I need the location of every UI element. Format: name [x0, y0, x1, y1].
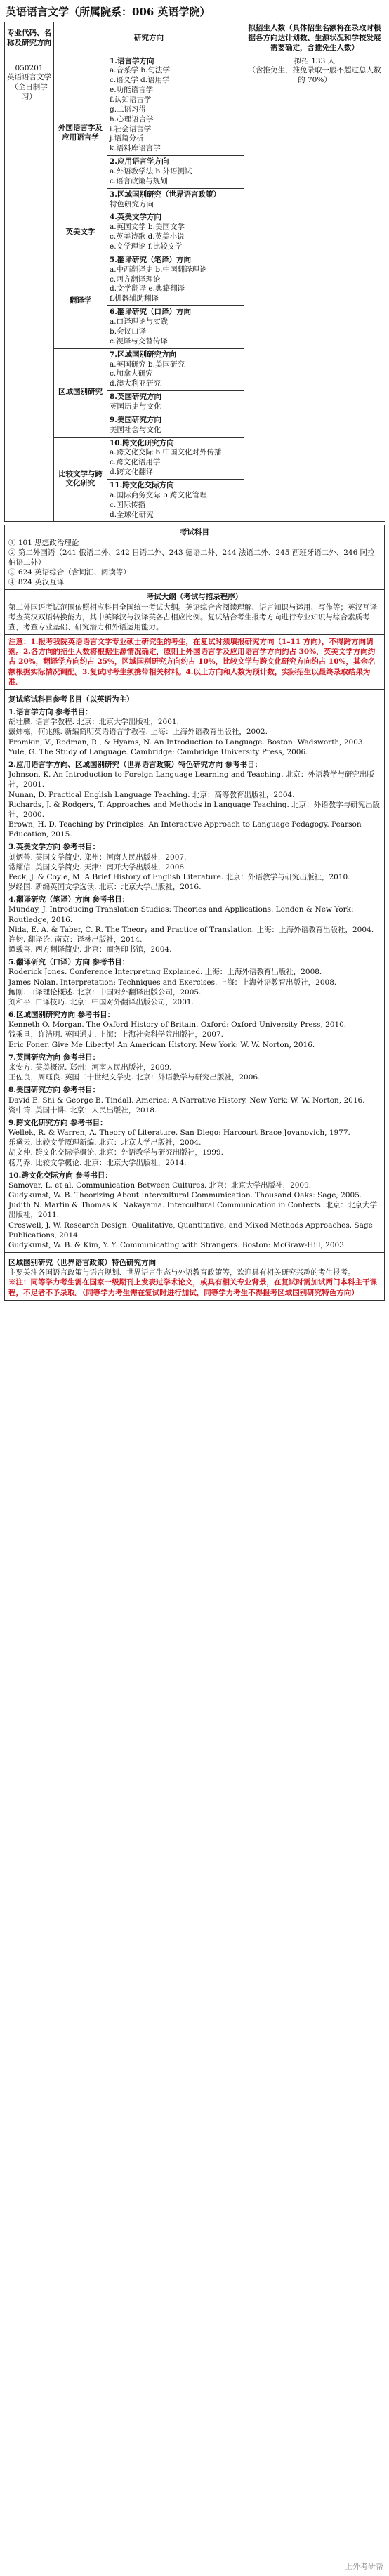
exam-title: 考试科目	[180, 528, 209, 537]
outline-box	[4, 590, 385, 635]
direction-line: 特色研究方向	[110, 199, 154, 209]
book-section-heading: 4.翻译研究（笔译）方向 参考书目：	[8, 895, 130, 905]
direction-cell	[107, 156, 244, 189]
direction-title: 2.应用语言学方向	[110, 157, 169, 166]
book-reference: Gudykunst, W. B. & Kim, Y. Y. Communicating with Strangers. Boston: McGraw-Hill, 2003.	[8, 1240, 347, 1249]
document-title: 英语语言文学（所属院系：006 英语学院）	[6, 6, 211, 18]
direction-title: 8.英国研究方向	[110, 393, 161, 402]
book-reference: Munday, J. Introducing Translation Studies: Theories and Applications. London & New York: Routledge, 2016.	[8, 905, 354, 924]
direction-line: c.跨文化语用学	[110, 458, 161, 467]
book-section-heading: 8.美国研究方向 参考书目：	[8, 1086, 100, 1095]
direction-title: 3.区域国别研究（世界语言政策）	[110, 190, 220, 199]
focus-cell: 翻译学	[54, 254, 107, 348]
book-section-heading: 5.翻译研究（口译）方向 参考书目：	[8, 958, 130, 967]
direction-line: c.国际传播	[110, 500, 146, 509]
book-reference: Gudykunst, W. B. Theorizing About Intercultural Communication. Thousand Oaks: Sage, 2005.	[8, 1191, 362, 1200]
direction-line: c.加拿大研究	[110, 369, 153, 379]
book-reference: 杨乃乔. 比较文学概论. 北京：北京大学出版社，2014.	[8, 1158, 187, 1167]
header-direction: 研究方向	[54, 22, 244, 55]
direction-cell	[107, 188, 244, 211]
header-major: 专业代码、名称及研究方向	[5, 22, 54, 55]
book-reference: 刘和平. 口译技巧. 北京：中国对外翻译出版公司，2001.	[8, 997, 194, 1006]
book-section-heading: 1.语言学方向 参考书目：	[8, 708, 93, 717]
exam-item: ① 101 思想政治理论	[8, 538, 79, 547]
focus-cell: 比较文学与跨文化研究	[54, 437, 107, 522]
direction-line: a.口译理论与实践	[110, 317, 169, 327]
book-section-heading: 3.英美文学方向 参考书目：	[8, 843, 100, 852]
quota-cell	[244, 55, 385, 522]
direction-line: a.英国文学 b.美国文学	[110, 223, 185, 232]
direction-line: g.二语习得	[110, 105, 147, 114]
direction-line: a.英国研究 b.美国研究	[110, 360, 185, 369]
book-reference: 钱乘旦，许洁明. 英国通史. 上海：上海社会科学院出版社，2007.	[8, 1030, 223, 1039]
book-reference: Samovar, L. et al. Communication Between Cultures. 北京：北京大学出版社，2009.	[8, 1181, 312, 1190]
book-reference: Roderick Jones. Conference Interpreting Explained. 上海：上海外语教育出版社，2008.	[8, 968, 322, 977]
books-title: 复试笔试科目参考书目（以英语为主）	[8, 695, 134, 704]
major-line: 英语语言文学	[7, 73, 51, 82]
quota-line: 拟招 133 人	[294, 56, 336, 65]
book-reference: 王佐良，周珏良. 英国二十世纪文学史. 北京：外语教学与研究出版社，2006.	[8, 1073, 261, 1082]
direction-line: a.音系学 b.句法学	[110, 66, 170, 75]
book-reference: Richards, J. & Rodgers, T. Approaches and Methods in Language Teaching. 北京：外语教学与研究出版社，2000.	[8, 800, 381, 819]
book-reference: 许钧. 翻译论. 南京：译林出版社，2014.	[8, 935, 143, 944]
book-reference: Kenneth O. Morgan. The Oxford History of Britain. Oxford: Oxford University Press, 2010.	[8, 1020, 347, 1030]
book-reference: Creswell, J. W. Research Design: Qualitative, Quantitative, and Mixed Methods Approaches. Sage Publications, 2014.	[8, 1221, 373, 1240]
major-line: 050201	[15, 63, 44, 72]
exam-box	[4, 525, 385, 590]
focus-cell: 外国语言学及应用语言学	[54, 55, 107, 211]
direction-title: 1.语言学方向	[110, 56, 154, 65]
quota-line: （含推免生，推免录取一般不超过总人数的 70%）	[248, 66, 381, 85]
direction-line: c.视译与交替传译	[110, 336, 168, 346]
direction-line: c.语言政策与规划	[110, 176, 168, 185]
direction-cell	[107, 348, 244, 390]
book-reference: Peck, J. & Coyle, M. A Brief History of English Literature. 北京：外语教学与研究出版社，2010.	[8, 872, 350, 881]
direction-line: c.西方翻译理论	[110, 275, 161, 284]
direction-cell	[107, 479, 244, 521]
direction-line: d.全球化研究	[110, 510, 154, 519]
direction-cell	[107, 414, 244, 437]
direction-line: i.社会语言学	[110, 124, 152, 133]
exam-item: ③ 624 英语综合（含词汇、阅读等）	[8, 568, 131, 577]
direction-line: f.机器辅助翻译	[110, 294, 159, 303]
direction-line: 英国历史与文化	[110, 402, 161, 411]
direction-line: c.语义学 d.语用学	[110, 76, 170, 85]
book-section-heading: 10.跨文化交际方向 参考书目：	[8, 1171, 112, 1180]
special-box	[4, 1253, 385, 1301]
special-title: 区域国别研究（世界语言政策）特色研究方向	[8, 1259, 156, 1268]
direction-cell	[107, 211, 244, 254]
direction-title: 9.美国研究方向	[110, 415, 161, 424]
direction-title: 10.跨文化研究方向	[110, 438, 174, 447]
book-reference: Brown, H. D. Teaching by Principles: An Interactive Approach to Language Pedagogy. Pearson Education, 2015.	[8, 820, 362, 839]
exam-item: ④ 824 英汉互译	[8, 578, 65, 587]
book-reference: Wellek, R. & Warren, A. Theory of Literature. San Diego: Harcourt Brace Jovanovich, 1977.	[8, 1129, 350, 1138]
direction-title: 4.英美文学方向	[110, 213, 161, 222]
book-reference: 胡壮麟. 语言学教程. 北京：北京大学出版社，2001.	[8, 718, 179, 727]
direction-cell	[107, 437, 244, 479]
book-section-heading: 9.跨文化研究方向 参考书目：	[8, 1118, 107, 1127]
program-table	[4, 22, 385, 522]
special-red: ※注：同等学力考生需在国家一级期刊上发表过学术论文，或具有相关专业背景，在复试时需加试两门本科主干课程，不足者不予录取。（同等学力考生需在复试时进行加试，同等学力考生不得报考区域国别研究特色方向）	[8, 1278, 377, 1297]
book-reference: 乐黛云. 比较文学原理新编. 北京：北京大学出版社，2004.	[8, 1138, 202, 1148]
direction-cell	[107, 391, 244, 414]
direction-line: d.文学翻译 e.典籍翻译	[110, 284, 185, 294]
direction-cell	[107, 254, 244, 305]
notes-box	[4, 635, 385, 690]
major-line: （全日制学习）	[11, 83, 48, 102]
direction-cell	[107, 55, 244, 156]
direction-line: a.国际商务交际 b.跨文化管理	[110, 490, 207, 499]
book-reference: 资中筠. 美国十讲. 北京：人民出版社，2018.	[8, 1105, 157, 1115]
direction-line: b.会议口译	[110, 327, 147, 336]
focus-cell: 区域国别研究	[54, 348, 107, 437]
direction-line: f.认知语言学	[110, 96, 152, 105]
book-reference: 来安方. 英美概况. 郑州：河南人民出版社，2009.	[8, 1063, 172, 1072]
book-section-heading: 6.区域国别研究方向 参考书目：	[8, 1011, 115, 1020]
book-reference: 胡文仲. 跨文化交际学概论. 北京：外语教学与研究出版社，1999.	[8, 1148, 223, 1157]
book-reference: 鲍刚. 口译理论概述. 北京：中国对外翻译出版公司，2005.	[8, 987, 202, 997]
book-section-heading: 2.应用语言学方向、区域国别研究（世界语言政策）特色研究方向 参考书目：	[8, 761, 263, 769]
direction-line: e.文学理论 f.比较文学	[110, 242, 183, 251]
direction-line: d.跨文化翻译	[110, 468, 154, 477]
book-reference: David E. Shi & George B. Tindall. America: A Narrative History. New York: W. W. Norton, 2016.	[8, 1096, 365, 1105]
book-reference: 戴炜栋，何兆熊. 新编简明英语语言学教程. 上海：上海外语教育出版社，2002.	[8, 728, 268, 737]
exam-item: ② 第二外国语（241 俄语二外、242 日语二外、243 德语二外、244 法语二外、245 西班牙语二外、246 阿拉伯语二外）	[8, 548, 375, 567]
table-header-row	[5, 22, 385, 55]
book-section-heading: 7.英国研究方向 参考书目：	[8, 1053, 100, 1062]
notes-red: 注意：1.报考我院英语语言文学专业硕士研究生的考生，在复试时须填报研究方向（1–11 方向），不得跨方向调剂。2.各方向的招生人数将根据生源情况确定，原则上外国语言学及应用语言学方向约占 30%，英美文学方向约占 20%，翻译学方向约占 25%，区域国别研究方向约占 10%，比较文学与跨文化研究方向约占 10%，其余名额根据实际情况调配。3.复试时考生须携带相关材料。4.以上方向和人数为预计数，实际招生以最终录取结果为准。	[8, 638, 376, 686]
direction-title: 5.翻译研究（笔译）方向	[110, 255, 191, 264]
book-reference: Nida, E. A. & Taber, C. R. The Theory and Practice of Translation. 上海：上海外语教育出版社，2004.	[8, 925, 374, 934]
direction-line: d.澳大利亚研究	[110, 379, 161, 388]
book-reference: 谭载喜. 西方翻译简史. 北京：商务印书馆，2004.	[8, 945, 172, 954]
major-cell	[5, 55, 54, 522]
special-text: 主要关注各国语言政策与语言规划、世界语言生态与外语教育政策等，欢迎具有相关研究兴趣的考生报考。	[8, 1268, 355, 1277]
direction-cell	[107, 306, 244, 348]
watermark: 上外考研帮	[345, 2562, 383, 2571]
direction-title: 11.跨文化交际方向	[110, 480, 174, 489]
book-reference: Judith N. Martin & Thomas K. Nakayama. Intercultural Communication in Contexts. 北京：北京大学出版社，2011.	[8, 1201, 377, 1220]
book-reference: James Nolan. Interpretation: Techniques and Exercises. 上海：上海外语教育出版社，2008.	[8, 978, 337, 987]
books-box	[4, 690, 385, 1253]
header-quota: 拟招生人数（具体招生名额将在录取时根据各方向达计划数、生源状况和学校发展需要确定，含推免生人数）	[244, 22, 385, 55]
books-list	[8, 707, 381, 1250]
direction-title: 7.区域国别研究方向	[110, 350, 176, 359]
table-row	[5, 55, 385, 156]
direction-line: 美国社会与文化	[110, 425, 161, 434]
direction-line: j.语篇分析	[110, 134, 144, 143]
direction-line: a.跨文化交际 b.中国文化对外传播	[110, 448, 222, 457]
book-reference: 刘炳善. 英国文学简史. 郑州：河南人民出版社，2007.	[8, 853, 187, 862]
direction-title: 6.翻译研究（口译）方向	[110, 308, 191, 317]
direction-line: h.心理语言学	[110, 114, 154, 124]
direction-line: a.中西翻译史 b.中国翻译理论	[110, 265, 207, 274]
book-reference: Eric Foner. Give Me Liberty! An American History. New York: W. W. Norton, 2016.	[8, 1040, 315, 1049]
outline-title: 考试大纲（考试与招录程序）	[146, 593, 243, 602]
direction-line: k.语料库语言学	[110, 144, 161, 153]
book-reference: Yule, G. The Study of Language. Cambridge: Cambridge University Press, 2006.	[8, 747, 308, 756]
book-reference: Nunan, D. Practical English Language Teaching. 北京：高等教育出版社，2004.	[8, 790, 295, 799]
direction-line: a.外语教学法 b.外语测试	[110, 167, 192, 176]
direction-line: c.英美诗歌 d.英美小说	[110, 232, 185, 242]
direction-line: e.功能语言学	[110, 86, 154, 95]
book-reference: 常耀信. 美国文学简史. 天津：南开大学出版社，2008.	[8, 862, 187, 872]
book-reference: Fromkin, V., Rodman, R., & Hyams, N. An Introduction to Language. Boston: Wadsworth, 2003.	[8, 737, 365, 747]
outline-text: 第二外国语考试范围依照相应科目全国统一考试大纲。英语综合含阅读理解、语言知识与运用、写作等；英汉互译考查英汉双语转换能力，其中英译汉与汉译英各占相应比例。复试结合考生报考方向进行专业知识与综合素质考查，考查专业基础、研究潜力和外语运用能力。	[8, 603, 377, 631]
exam-list	[8, 538, 381, 588]
book-reference: Johnson, K. An Introduction to Foreign Language Learning and Teaching. 北京：外语教学与研究出版社，2001.	[8, 770, 374, 789]
book-reference: 罗经国. 新编英国文学选读. 北京：北京大学出版社，2016.	[8, 883, 202, 892]
focus-cell: 英美文学	[54, 211, 107, 254]
